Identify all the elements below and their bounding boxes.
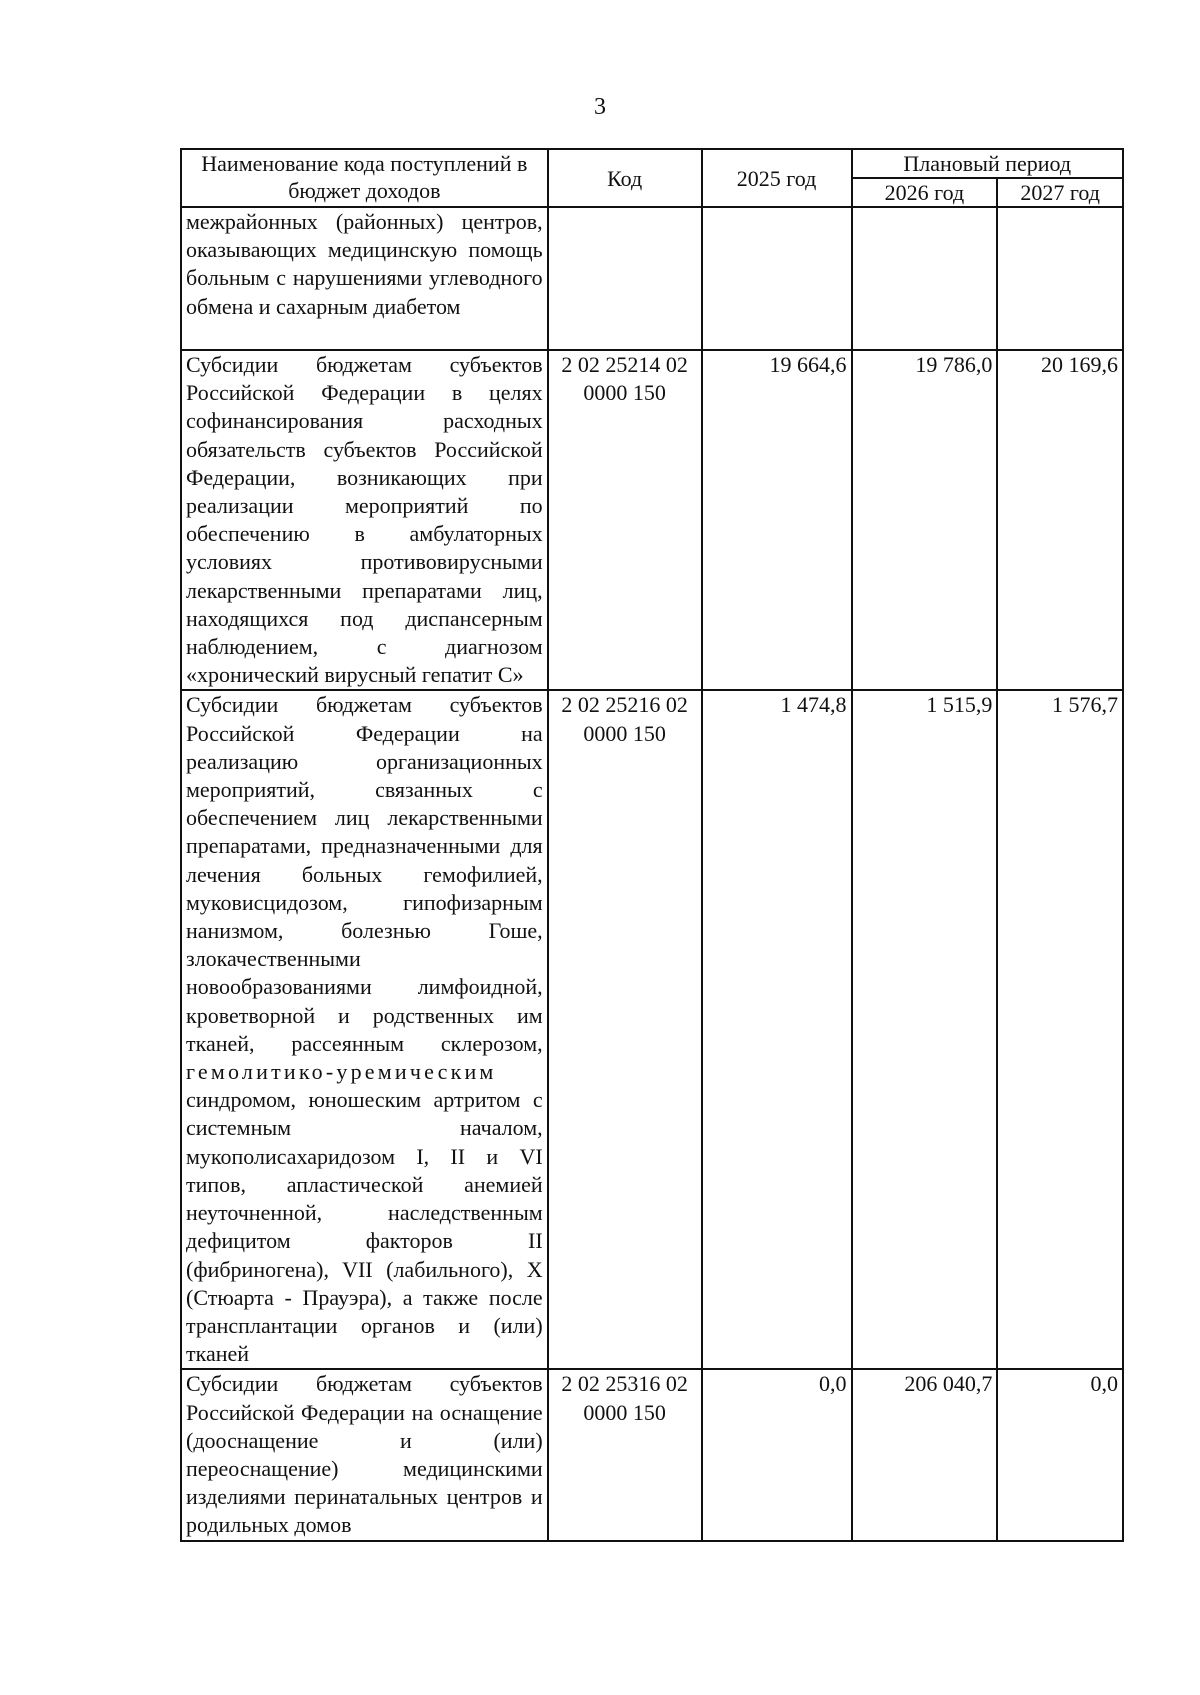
header-year-2026: 2026 год: [852, 178, 998, 207]
header-year-2027: 2027 год: [997, 178, 1123, 207]
row-code: [548, 207, 702, 350]
row-value-2027: 20 169,6: [997, 350, 1123, 690]
row-code: 2 02 25216 02 0000 150: [548, 690, 702, 1369]
row-name: межрайонных (районных) центров, оказывающих медицинскую помощь больным с нарушениями углеводного обмена и сахарным диабетом: [181, 207, 548, 350]
row-name-part: Субсидии бюджетам субъектов Российской Федерации на реализацию организационных мероприятий, связанных с обеспечением лиц лекарственными препаратами, предназначенными для лечения больных гемофилией, муковисцидозом, гипофизарным нанизмом, болезнью Гоше, злокачественными новообразованиями лимфоидной, кроветворной и родственных им тканей, рассеянным склерозом,: [186, 692, 543, 1056]
row-value-2027: 0,0: [997, 1369, 1123, 1540]
header-code: Код: [548, 149, 702, 207]
row-value-2026: [852, 207, 998, 350]
row-value-2026: 1 515,9: [852, 690, 998, 1369]
row-name: Субсидии бюджетам субъектов Российской Федерации в целях софинансирования расходных обязательств субъектов Российской Федерации, возникающих при реализации мероприятий по обеспечению в амбулаторных условиях противовирусными лекарственными препаратами лиц, находящихся под диспансерным наблюдением, с диагнозом «хронический вирусный гепатит С»: [181, 350, 548, 690]
header-planned-period: Плановый период: [852, 149, 1123, 178]
row-value-2025: 1 474,8: [702, 690, 852, 1369]
table-row: [181, 350, 1123, 690]
row-value-2025: 0,0: [702, 1369, 852, 1540]
table-row: [181, 1369, 1123, 1540]
row-name-part-spaced: гемолитико-уремическим: [186, 1059, 497, 1085]
budget-revenue-table: [180, 148, 1124, 1542]
header-name: Наименование кода поступлений в бюджет доходов: [181, 149, 548, 207]
row-code: 2 02 25316 02 0000 150: [548, 1369, 702, 1540]
table-row: [181, 690, 1123, 1369]
row-value-2026: 206 040,7: [852, 1369, 998, 1540]
row-name-part: синдромом, юношеским артритом с системным началом, мукополисахаридозом I, II и VI типов, апластической анемией неуточненной, наследственным дефицитом факторов II (фибриногена), VII (лабильного), X (Стюарта - Прауэра), а также после трансплантации органов и (или) тканей: [186, 1087, 543, 1367]
row-value-2025: 19 664,6: [702, 350, 852, 690]
row-value-2027: 1 576,7: [997, 690, 1123, 1369]
row-value-2026: 19 786,0: [852, 350, 998, 690]
row-name: [181, 690, 548, 1369]
header-year-2025: 2025 год: [702, 149, 852, 207]
row-code: 2 02 25214 02 0000 150: [548, 350, 702, 690]
table-row: [181, 207, 1123, 350]
page-number: 3: [594, 94, 606, 120]
row-value-2027: [997, 207, 1123, 350]
row-name: Субсидии бюджетам субъектов Российской Федерации на оснащение (дооснащение и (или) переоснащение) медицинскими изделиями перинатальных центров и родильных домов: [181, 1369, 548, 1540]
row-value-2025: [702, 207, 852, 350]
